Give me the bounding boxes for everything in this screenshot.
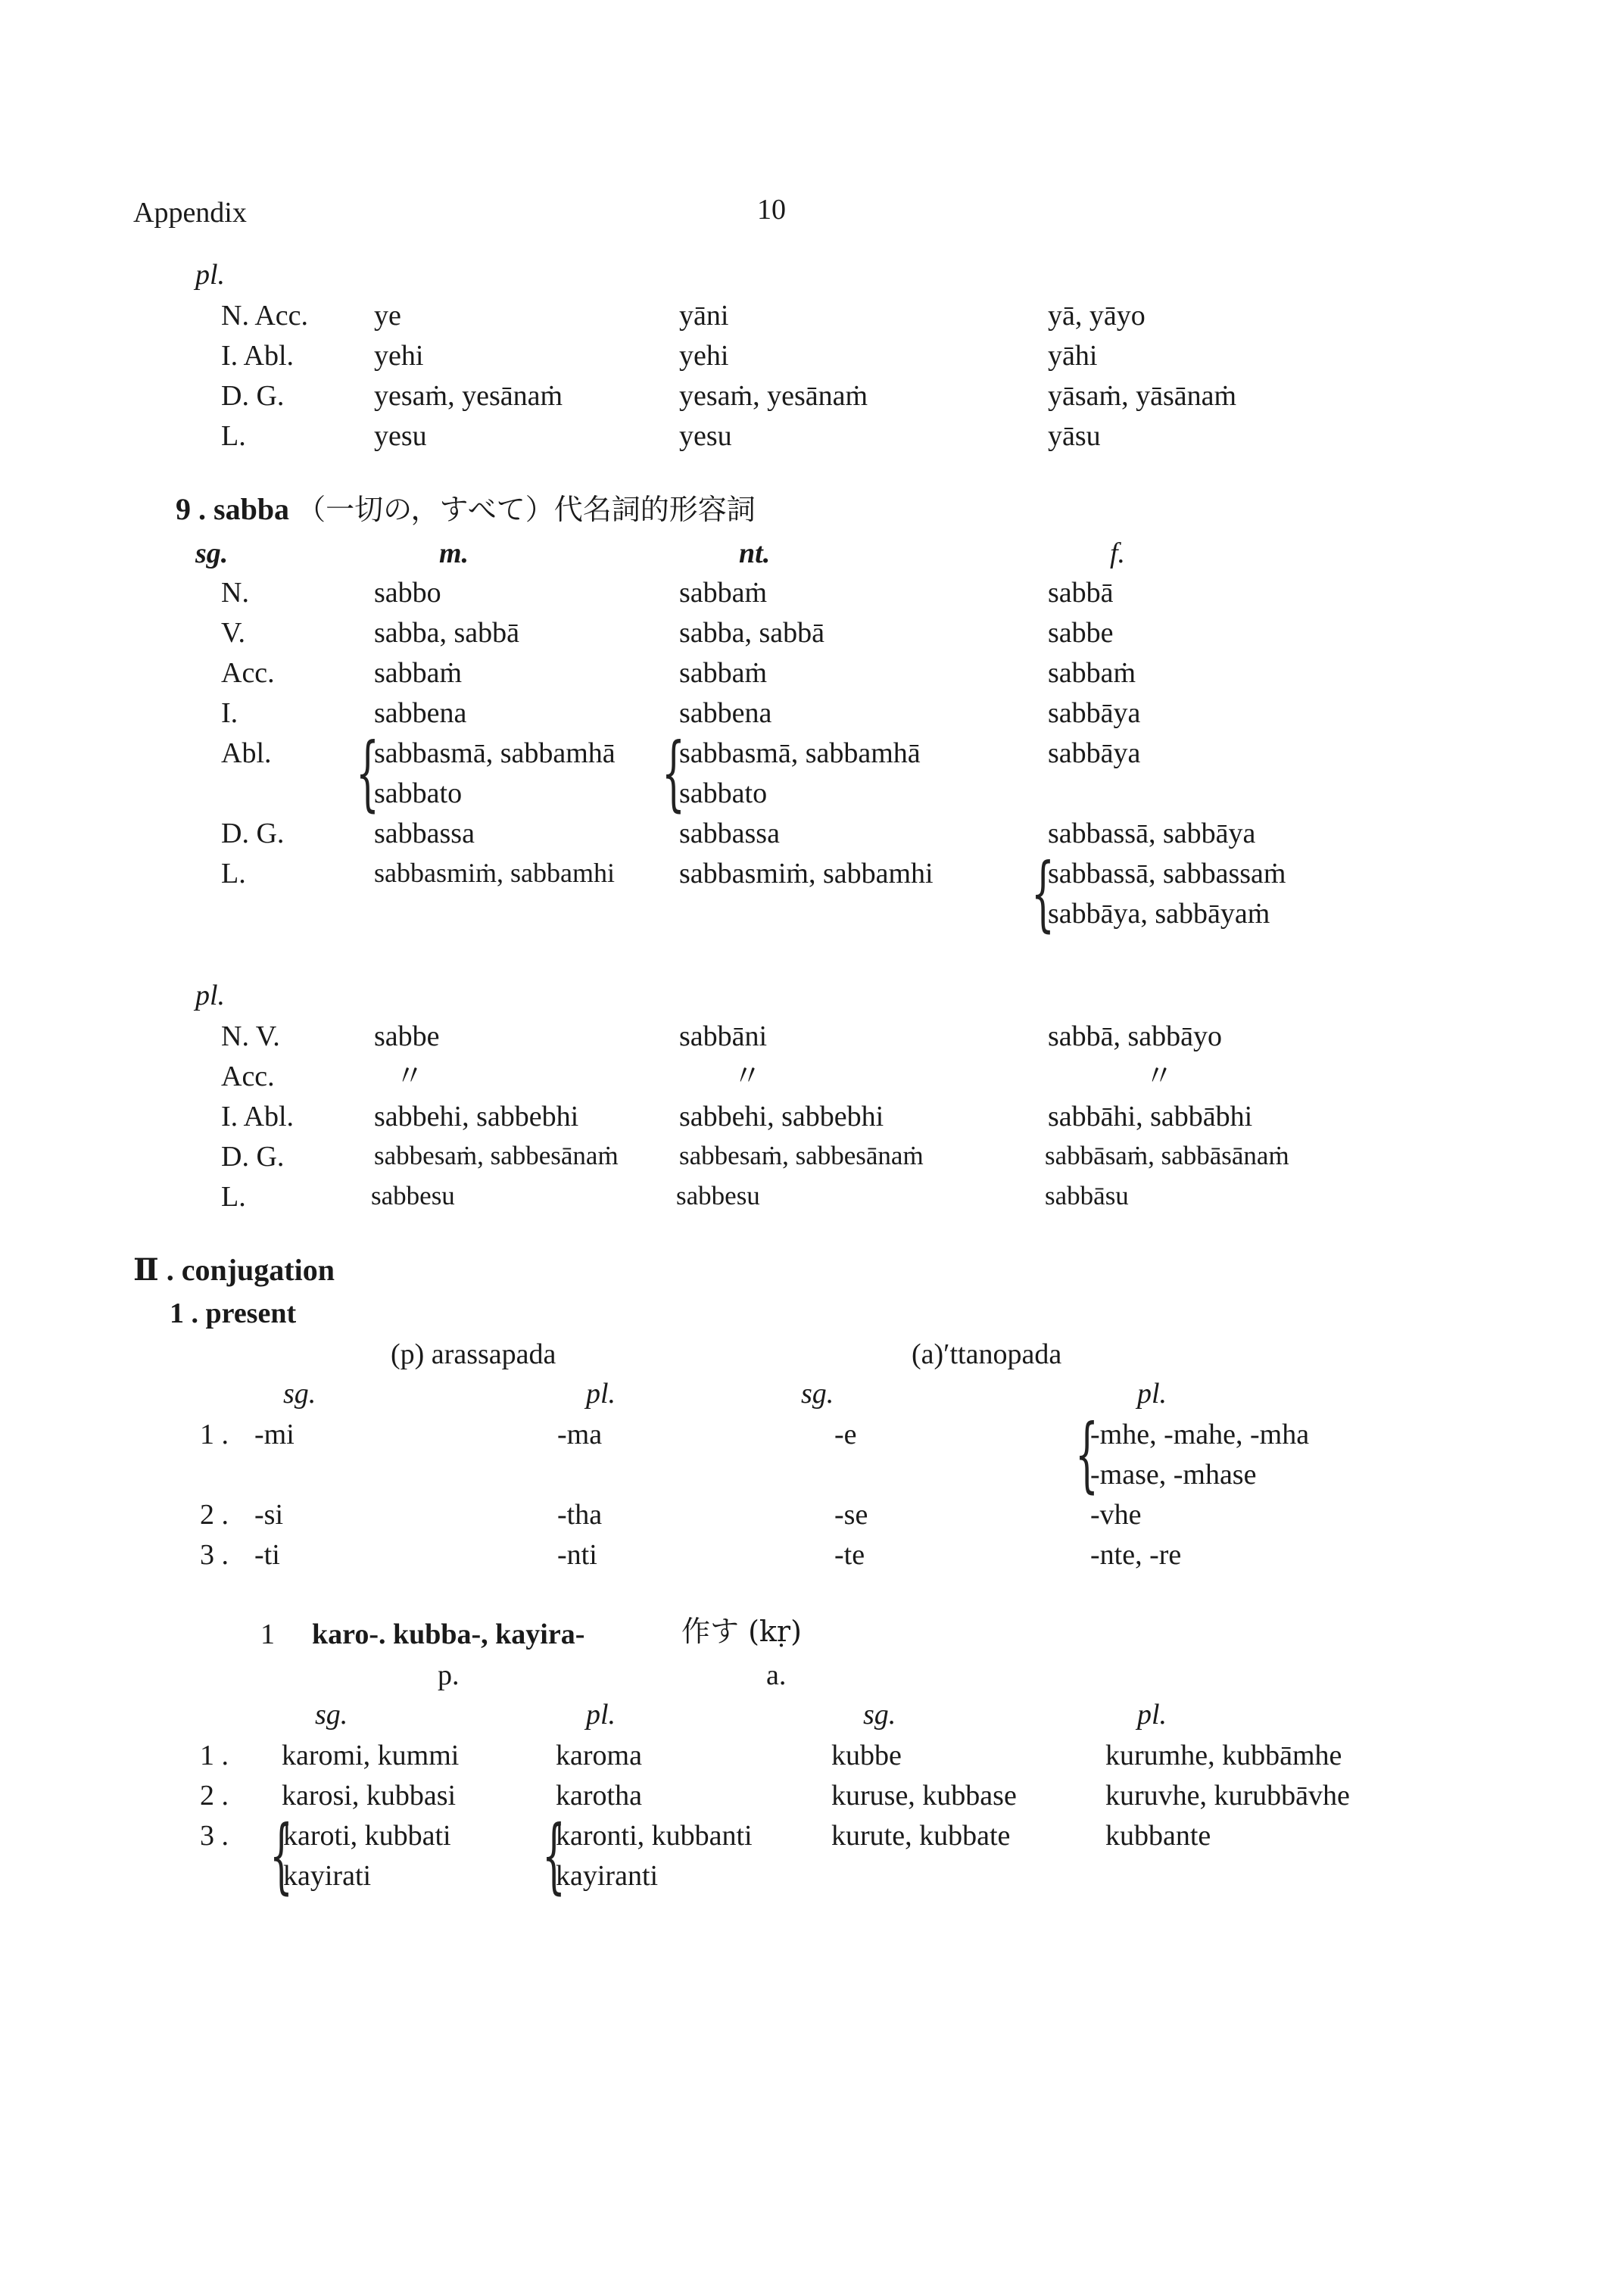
person-label: 2 .	[200, 1499, 229, 1531]
form-a-sg: kurute, kubbate	[831, 1820, 1011, 1852]
ending-a-pl: -mhe, -mahe, -mha	[1090, 1419, 1310, 1450]
form-m: sabbe	[374, 1020, 440, 1052]
form-f: sabbāya, sabbāyaṁ	[1048, 898, 1270, 930]
case-label: I. Abl.	[221, 1101, 295, 1132]
ending-p-sg: -ti	[254, 1539, 280, 1571]
heading-gloss: （一切の，すべて）代名詞的形容詞	[297, 493, 756, 526]
form-m: sabbesaṁ, sabbesānaṁ	[374, 1141, 619, 1170]
case-label: L.	[221, 858, 246, 889]
ditto-mark: 〃	[733, 1061, 762, 1092]
form-f: sabbassā, sabbāya	[1048, 818, 1256, 849]
form-nt: yehi	[679, 340, 729, 372]
nt-label: nt.	[739, 537, 771, 569]
form-a-pl: kubbante	[1105, 1820, 1211, 1852]
form-f: yā, yāyo	[1048, 300, 1146, 332]
ending-a-pl: -vhe	[1090, 1499, 1142, 1531]
ditto-mark: 〃	[395, 1061, 425, 1092]
form-nt: sabbasmā, sabbamhā	[679, 737, 921, 769]
section-heading	[133, 1255, 335, 1285]
brace: {	[356, 726, 379, 821]
case-label: Acc.	[221, 1061, 275, 1092]
paradigm-title: karo-. kubba-, kayira-	[312, 1618, 585, 1650]
form-m: yesaṁ, yesānaṁ	[374, 380, 563, 412]
pl-label: pl.	[195, 259, 226, 291]
form-p-sg: karoti, kubbati	[283, 1820, 451, 1852]
form-m: sabbehi, sabbebhi	[374, 1101, 579, 1132]
form-p-pl: kayiranti	[556, 1860, 659, 1892]
case-label: L.	[221, 420, 246, 452]
case-label: D. G.	[221, 818, 285, 849]
case-label: V.	[221, 617, 246, 649]
heading-number: 9 .	[176, 492, 206, 526]
form-m: yesu	[374, 420, 427, 452]
form-m: sabbena	[374, 697, 467, 729]
form-nt: sabba, sabbā	[679, 617, 825, 649]
subsection-title: present	[205, 1298, 297, 1329]
form-f: yāsu	[1048, 420, 1101, 452]
form-p-pl: karonti, kubbanti	[556, 1820, 753, 1852]
brace: {	[1031, 846, 1055, 941]
sg-label: sg.	[195, 537, 229, 569]
form-m: sabbaṁ	[374, 657, 463, 689]
person-label: 3 .	[200, 1539, 229, 1571]
ending-a-pl: -nte, -re	[1090, 1539, 1182, 1571]
voice-label-a: (a)ʹttanopada	[912, 1338, 1062, 1370]
form-m: sabbo	[374, 577, 441, 609]
form-f: sabbāsu	[1045, 1181, 1129, 1210]
pl-label: pl.	[195, 980, 226, 1011]
pl-label: pl.	[1137, 1378, 1167, 1410]
form-f: sabbāya	[1048, 737, 1141, 769]
form-a-sg: kuruse, kubbase	[831, 1780, 1017, 1812]
voice-label-p: (p) arassapada	[391, 1338, 556, 1370]
form-nt: sabbāni	[679, 1020, 768, 1052]
form-nt: yāni	[679, 300, 729, 332]
case-label: N. V.	[221, 1020, 280, 1052]
sg-label: sg.	[283, 1378, 316, 1410]
pl-label: pl.	[586, 1378, 616, 1410]
form-f: sabbāya	[1048, 697, 1141, 729]
subsection-heading	[170, 1299, 296, 1328]
case-label: L.	[221, 1181, 246, 1213]
case-label: Abl.	[221, 737, 272, 769]
form-nt: sabbassa	[679, 818, 780, 849]
case-label: N. Acc.	[221, 300, 309, 332]
f-label: f.	[1110, 537, 1126, 569]
form-m: sabbasmā, sabbamhā	[374, 737, 616, 769]
subsection-number: 1 .	[170, 1298, 198, 1329]
form-f: sabbā	[1048, 577, 1114, 609]
section-title: conjugation	[181, 1253, 335, 1287]
voice-label-p: p.	[438, 1659, 460, 1691]
form-f: yāsaṁ, yāsānaṁ	[1048, 380, 1237, 412]
form-nt: sabbasmiṁ, sabbamhi	[679, 858, 934, 889]
ending-a-sg: -te	[834, 1539, 865, 1571]
voice-label-a: a.	[766, 1659, 787, 1691]
form-m: sabbasmiṁ, sabbamhi	[374, 858, 615, 888]
form-m: sabbato	[374, 777, 463, 809]
brace: {	[1075, 1407, 1099, 1502]
form-nt: sabbena	[679, 697, 772, 729]
case-label: D. G.	[221, 380, 285, 412]
paradigm-number: 1	[260, 1618, 275, 1650]
section-heading	[176, 494, 756, 525]
person-label: 2 .	[200, 1780, 229, 1812]
ending-p-pl: -tha	[557, 1499, 603, 1531]
form-f: sabbā, sabbāyo	[1048, 1020, 1223, 1052]
form-nt: yesaṁ, yesānaṁ	[679, 380, 868, 412]
ending-p-pl: -ma	[557, 1419, 603, 1450]
form-p-sg: kayirati	[283, 1860, 372, 1892]
paradigm-gloss: 作す (kṛ)	[681, 1615, 802, 1648]
form-nt: sabbesu	[676, 1181, 760, 1210]
pl-label: pl.	[586, 1699, 616, 1731]
form-m: sabba, sabbā	[374, 617, 520, 649]
form-p-pl: karoma	[556, 1740, 642, 1771]
ending-p-pl: -nti	[557, 1539, 597, 1571]
ditto-mark: 〃	[1145, 1061, 1174, 1092]
ending-a-sg: -se	[834, 1499, 868, 1531]
form-nt: sabbesaṁ, sabbesānaṁ	[679, 1141, 924, 1170]
form-f: sabbe	[1048, 617, 1114, 649]
form-m: sabbassa	[374, 818, 475, 849]
form-p-sg: karomi, kummi	[282, 1740, 460, 1771]
brace: {	[662, 726, 685, 821]
form-m: ye	[374, 300, 401, 332]
case-label: N.	[221, 577, 249, 609]
ending-a-sg: -e	[834, 1419, 857, 1450]
form-nt: yesu	[679, 420, 732, 452]
person-label: 3 .	[200, 1820, 229, 1852]
form-p-pl: karotha	[556, 1780, 642, 1812]
form-nt: sabbaṁ	[679, 577, 768, 609]
section-number: Ⅱ .	[133, 1253, 174, 1287]
m-label: m.	[439, 537, 469, 569]
form-nt: sabbaṁ	[679, 657, 768, 689]
ending-a-pl: -mase, -mhase	[1090, 1459, 1257, 1491]
form-f: yāhi	[1048, 340, 1098, 372]
form-a-pl: kurumhe, kubbāmhe	[1105, 1740, 1342, 1771]
case-label: I. Abl.	[221, 340, 295, 372]
form-nt: sabbehi, sabbebhi	[679, 1101, 884, 1132]
form-m: sabbesu	[371, 1181, 455, 1210]
form-nt: sabbato	[679, 777, 768, 809]
sg-label: sg.	[863, 1699, 896, 1731]
form-a-sg: kubbe	[831, 1740, 902, 1771]
sg-label: sg.	[315, 1699, 348, 1731]
ending-p-sg: -si	[254, 1499, 283, 1531]
person-label: 1 .	[200, 1419, 229, 1450]
form-f: sabbāsaṁ, sabbāsānaṁ	[1045, 1141, 1289, 1170]
ending-p-sg: -mi	[254, 1419, 295, 1450]
case-label: Acc.	[221, 657, 275, 689]
form-f: sabbaṁ	[1048, 657, 1136, 689]
heading-word: sabba	[214, 492, 290, 526]
page-number: 10	[757, 194, 786, 226]
brace: {	[270, 1809, 293, 1903]
form-m: yehi	[374, 340, 424, 372]
brace: {	[542, 1809, 566, 1903]
person-label: 1 .	[200, 1740, 229, 1771]
form-p-sg: karosi, kubbasi	[282, 1780, 457, 1812]
form-f: sabbāhi, sabbābhi	[1048, 1101, 1253, 1132]
form-a-pl: kuruvhe, kurubbāvhe	[1105, 1780, 1350, 1812]
sg-label: sg.	[801, 1378, 834, 1410]
form-f: sabbassā, sabbassaṁ	[1048, 858, 1286, 889]
running-title: Appendix	[133, 197, 247, 229]
pl-label: pl.	[1137, 1699, 1167, 1731]
case-label: I.	[221, 697, 238, 729]
case-label: D. G.	[221, 1141, 285, 1173]
